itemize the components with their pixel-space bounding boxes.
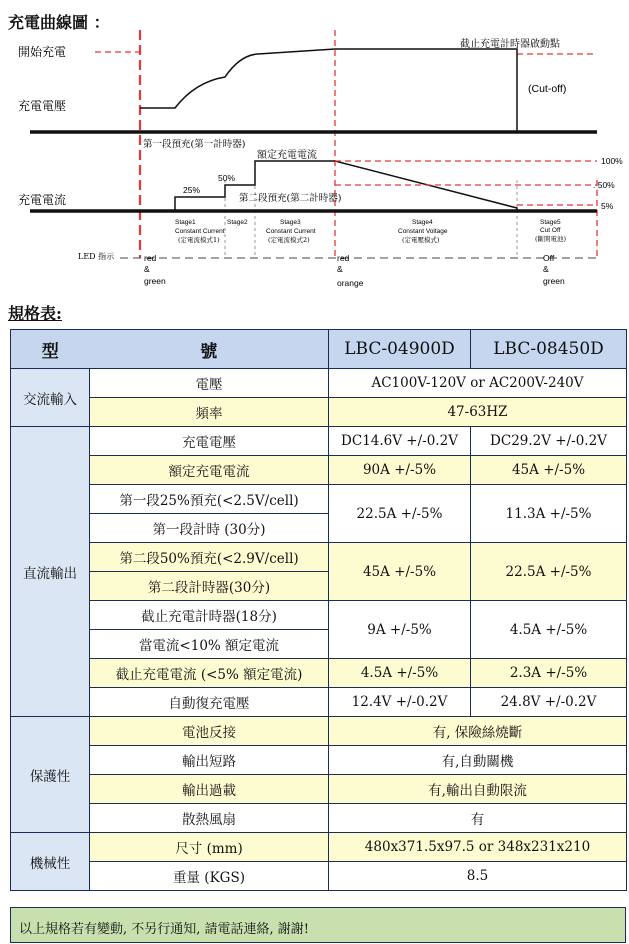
weight-label: 重量 (KGS) — [90, 862, 329, 891]
reverse-label: 電池反接 — [90, 717, 329, 746]
cutoff-timer-b: 4.5A +/-5% — [471, 601, 627, 659]
ac-voltage-label: 電壓 — [90, 369, 329, 398]
pre2-b: 22.5A +/-5% — [471, 543, 627, 601]
short-label: 輸出短路 — [90, 746, 329, 775]
stage5-name: Stage5 — [540, 219, 561, 226]
pre1-label: 第一段25%預充(<2.5V/cell) — [90, 485, 329, 514]
stage1-mode: Constant Current — [175, 228, 225, 235]
pct-5-label: 5% — [601, 201, 614, 211]
rated-current-b: 45A +/-5% — [471, 456, 627, 485]
ac-freq-value: 47-63HZ — [329, 398, 627, 427]
voltage-curve — [140, 49, 517, 132]
rated-current-label: 額定充電電流 — [90, 456, 329, 485]
cutoff-timer-label: 截止充電計時器(18分) — [90, 601, 329, 630]
rated-current-label: 額定充電電流 — [257, 150, 317, 161]
group-ac-input: 交流輸入 — [11, 369, 90, 427]
stage1-note: (定電流模式1) — [178, 236, 220, 244]
size-value: 480x371.5x97.5 or 348x231x210 — [329, 833, 627, 862]
current-label: 充電電流 — [18, 193, 67, 207]
voltage-label: 充電電壓 — [18, 99, 67, 113]
stage1-precharge-label: 第一段預充(第一計時器) — [143, 139, 246, 150]
led2-line2: & — [337, 264, 343, 274]
ac-freq-label: 頻率 — [90, 398, 329, 427]
pre1-timer-label: 第一段計時 (30分) — [90, 514, 329, 543]
stage4-name: Stage4 — [412, 219, 433, 226]
stage2-name: Stage2 — [227, 219, 248, 226]
spec-table — [10, 329, 627, 891]
notice-footer: 以上規格若有變動, 不另行通知, 請電話連絡, 謝謝! — [10, 907, 626, 943]
size-label: 尺寸 (mm) — [90, 833, 329, 862]
led3-line3: green — [543, 276, 565, 286]
led1-line3: green — [144, 276, 166, 286]
stage4-mode: Constant Voltage — [398, 228, 448, 235]
charge-voltage-b: DC29.2V +/-0.2V — [471, 427, 627, 456]
recharge-voltage-b: 24.8V +/-0.2V — [471, 688, 627, 717]
overload-value: 有,輸出自動限流 — [329, 775, 627, 804]
charge-voltage-a: DC14.6V +/-0.2V — [329, 427, 471, 456]
stage4-note: (定電壓模式) — [402, 236, 440, 244]
ac-voltage-value: AC100V-120V or AC200V-240V — [329, 369, 627, 398]
start-charge-label: 開始充電 — [18, 45, 67, 59]
pre2-label: 第二段50%預充(<2.9V/cell) — [90, 543, 329, 572]
header-model-b: LBC-08450D — [471, 330, 627, 369]
pct-50-label: . 50% — [593, 180, 615, 190]
header-type: 型 — [11, 330, 90, 369]
spec-section-title: 規格表: — [8, 304, 62, 323]
cutoff-current-a: 4.5A +/-5% — [329, 659, 471, 688]
cutoff-condition-label: 當電流<10% 額定電流 — [90, 630, 329, 659]
group-protection: 保護性 — [11, 717, 90, 833]
stage3-mode: Constant Current — [266, 228, 316, 235]
charge-voltage-label: 充電電壓 — [90, 427, 329, 456]
led1-line1: red — [144, 253, 157, 263]
group-mechanical: 機械性 — [11, 833, 90, 891]
led3-line2: & — [543, 264, 549, 274]
chart-section-title: 充電曲線圖 ： — [8, 13, 110, 32]
stage5-note: (斷開電池) — [535, 235, 567, 243]
header-row — [11, 330, 627, 369]
pre1-b: 11.3A +/-5% — [471, 485, 627, 543]
header-model: 號 — [90, 330, 329, 369]
led-label: LED 指示 — [78, 252, 115, 261]
rated-current-a: 90A +/-5% — [329, 456, 471, 485]
cutoff-current-b: 2.3A +/-5% — [471, 659, 627, 688]
pre2-a: 45A +/-5% — [329, 543, 471, 601]
led3-line1: Off — [543, 253, 555, 263]
pct-100-label: 100% — [601, 156, 623, 166]
cutoff-current-label: 截止充電電流 (<5% 額定電流) — [90, 659, 329, 688]
step-25-label: 25% — [183, 185, 201, 195]
stage5-mode: Cut Off — [540, 227, 561, 234]
group-dc-output: 直流輸出 — [11, 427, 90, 717]
recharge-voltage-a: 12.4V +/-0.2V — [329, 688, 471, 717]
fan-label: 散熱風扇 — [90, 804, 329, 833]
stage3-name: Stage3 — [280, 219, 301, 226]
recharge-voltage-label: 自動復充電壓 — [90, 688, 329, 717]
led1-line2: & — [144, 264, 150, 274]
stage3-note: (定電流模式2) — [268, 236, 310, 244]
reverse-value: 有, 保險絲燒斷 — [329, 717, 627, 746]
short-value: 有,自動關機 — [329, 746, 627, 775]
weight-value: 8.5 — [329, 862, 627, 891]
step-50-label: 50% — [218, 173, 236, 183]
header-model-a: LBC-04900D — [329, 330, 471, 369]
timer-start-label: 截止充電計時器啟動點 — [460, 39, 560, 50]
stage2-precharge-label: 第二段預充(第二計時器) — [239, 193, 342, 204]
overload-label: 輸出過載 — [90, 775, 329, 804]
cutoff-timer-a: 9A +/-5% — [329, 601, 471, 659]
pre2-timer-label: 第二段計時器(30分) — [90, 572, 329, 601]
charging-curve-diagram — [0, 30, 629, 295]
stage1-name: Stage1 — [175, 219, 196, 226]
pre1-a: 22.5A +/-5% — [329, 485, 471, 543]
cutoff-label: (Cut-off) — [528, 83, 567, 95]
fan-value: 有 — [329, 804, 627, 833]
led2-line3: orange — [337, 278, 364, 288]
led2-line1: red — [337, 253, 350, 263]
